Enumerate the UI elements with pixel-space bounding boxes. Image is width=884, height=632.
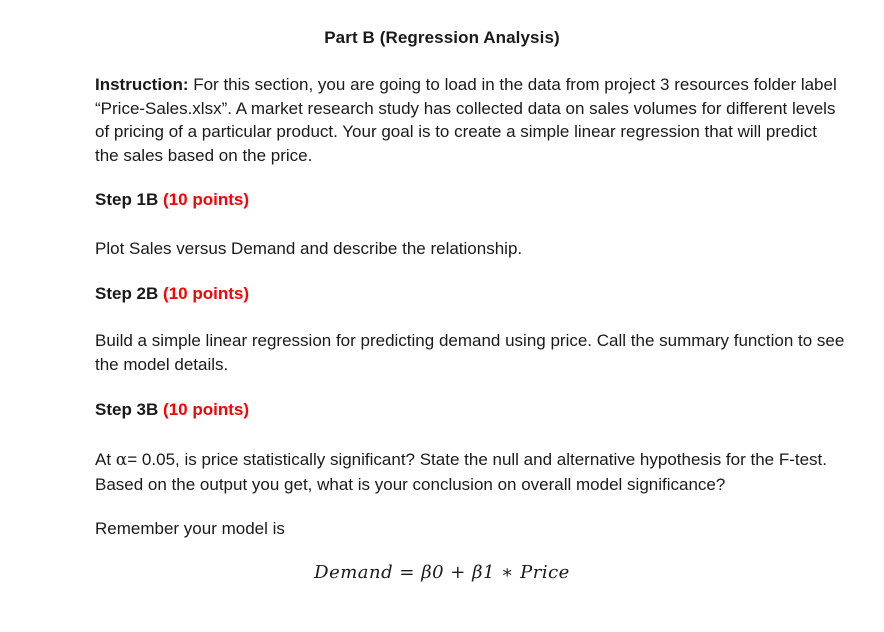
page-title: Part B (Regression Analysis): [324, 28, 560, 47]
instruction-text: For this section, you are going to load in the data from project 3 resources folder label “Price-Sales.xlsx”. A market research study has collected data on sales volumes for different levels of pricing of a particular product. Your goal is to create a simple linear regression that will predict the sales based on the price.: [95, 75, 837, 165]
step-points: (10 points): [163, 190, 249, 209]
formula-plus: +: [444, 562, 473, 583]
step-points: (10 points): [163, 400, 249, 419]
step-label: Step 1B: [95, 190, 159, 209]
formula-times: ∗: [494, 562, 521, 583]
step-points: (10 points): [163, 284, 249, 303]
step-label: Step 2B: [95, 284, 159, 303]
step-3b-text: [95, 448, 845, 496]
formula-price: Price: [520, 562, 570, 583]
formula-demand: Demand: [314, 562, 394, 583]
instruction-label: Instruction:: [95, 75, 189, 94]
step-1b-text: Plot Sales versus Demand and describe the relationship.: [95, 239, 523, 258]
instruction-paragraph: [95, 73, 845, 167]
step-3b-heading: [95, 400, 249, 420]
formula-beta1: β1: [472, 562, 495, 583]
formula-beta0: β0: [421, 562, 445, 583]
step-1b-heading: [95, 190, 249, 210]
step-3b-text-post: = 0.05, is price statistically significant? State the null and alternative hypothesis for the F-test. Based on the output you get, what is your conclusion on overall model significance?: [95, 450, 828, 494]
step-2b-heading: [95, 284, 249, 304]
alpha-symbol: α: [115, 450, 128, 470]
step-3b-text-pre: At: [95, 450, 116, 469]
model-formula: [0, 562, 884, 583]
formula-equals: =: [393, 562, 422, 583]
step-label: Step 3B: [95, 400, 159, 419]
step-2b-text: Build a simple linear regression for predicting demand using price. Call the summary function to see the model details.: [95, 331, 845, 374]
remember-text: Remember your model is: [95, 519, 285, 538]
